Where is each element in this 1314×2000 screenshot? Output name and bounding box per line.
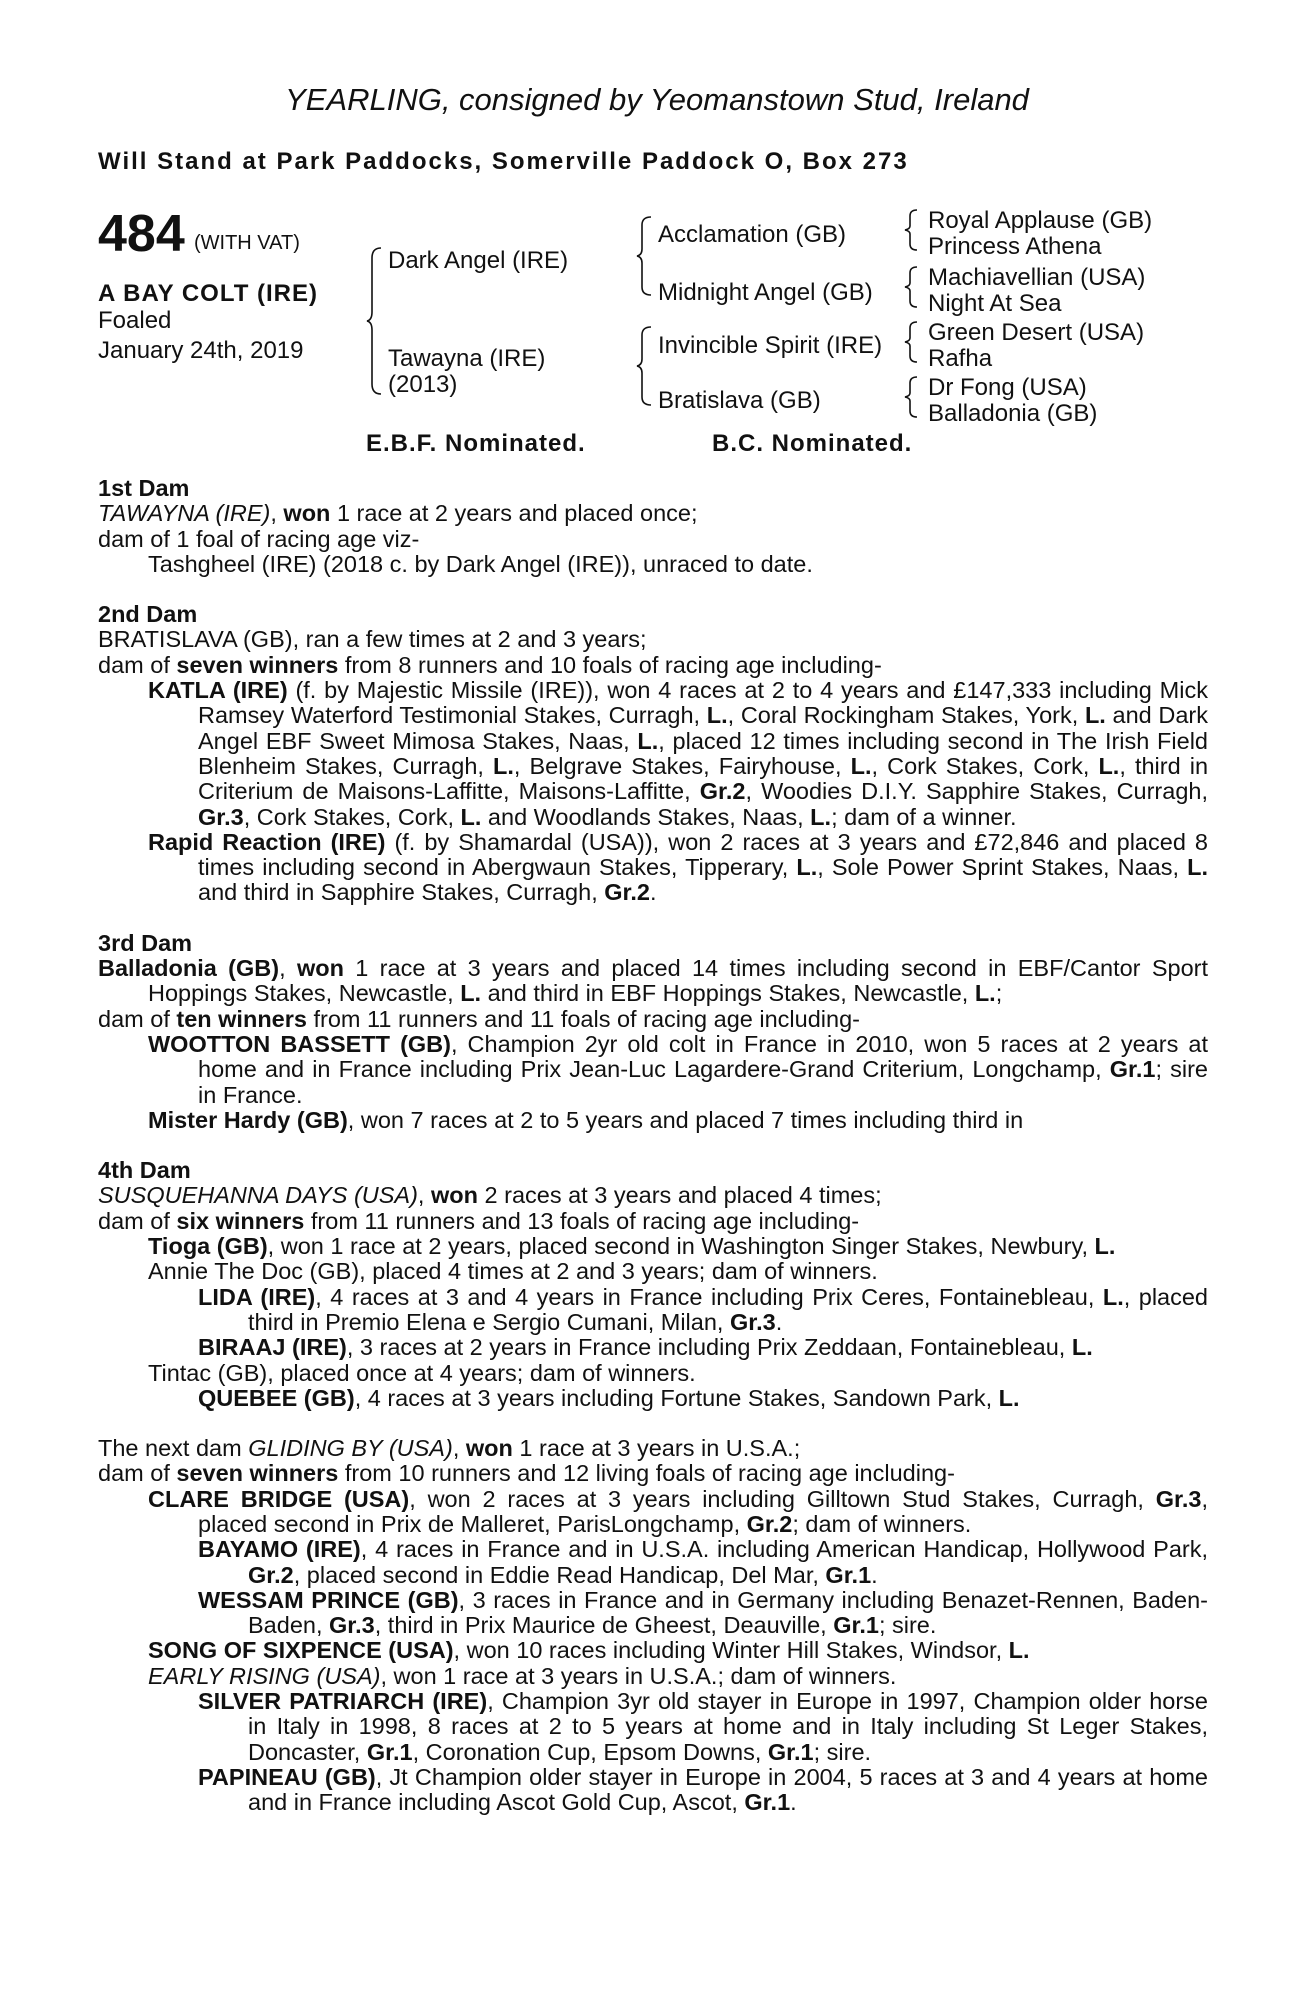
pedigree-g3: Machiavellian (USA) <box>928 264 1146 291</box>
ebf-nominated: E.B.F. Nominated. <box>366 430 586 457</box>
vat-label: (WITH VAT) <box>194 232 300 254</box>
produce-entry: WESSAM PRINCE (GB), 3 races in France and in Germany including Benazet-Rennen, Baden-Baden, Gr.3, third in Prix Maurice de Gheest, Deauville, Gr.1; sire. <box>198 1586 1209 1639</box>
bracket-parents <box>366 246 386 396</box>
pedigree-g4: Night At Sea <box>928 290 1062 317</box>
produce-entry: KATLA (IRE) (f. by Majestic Missile (IRE)), won 4 races at 2 to 4 years and £147,333 including Mick Ramsey Waterford Testimonial Stakes, Curragh, L., Coral Rockingham Stakes, York, L. and Dark Angel EBF Sweet Mimosa Stakes, Naas, L., placed 12 times including second in The Irish Field Blenheim Stakes, Curragh, L., Belgrave Stakes, Fairyhouse, L., Cork Stakes, Cork, L., third in Criterium de Maisons-Laffitte, Maisons-Laffitte, Gr.2, Woodies D.I.Y. Sapphire Stakes, Curragh, Gr.3, Cork Stakes, Cork, L. and Woodlands Stakes, Naas, L.; dam of a winner. <box>148 677 1209 830</box>
pedigree-sire: Dark Angel (IRE) <box>388 247 569 274</box>
produce-entry: WOOTTON BASSETT (GB), Champion 2yr old colt in France in 2010, won 5 races at 2 years at home and in France including Prix Jean-Luc Lagardere-Grand Criterium, Longchamp, Gr.1; sire in France. <box>148 1030 1208 1108</box>
produce-entry: SILVER PATRIARCH (IRE), Champion 3yr old stayer in Europe in 1997, Champion older horse in Italy in 1998, 8 races at 2 to 5 years at home and in Italy including St Leger Stakes, Doncaster, Gr.1, Coronation Cup, Epsom Downs, Gr.1; sire. <box>198 1688 1208 1765</box>
bracket-g1 <box>903 208 921 252</box>
pedigree-g7: Dr Fong (USA) <box>928 374 1087 401</box>
page-title: YEARLING, consigned by Yeomanstown Stud, Ireland <box>285 82 1029 117</box>
produce-entry: QUEBEE (GB), 4 races at 3 years including Fortune Stakes, Sandown Park, L. <box>198 1384 1020 1411</box>
lot-description: A BAY COLT (IRE) <box>98 280 319 307</box>
pedigree-dam-year: (2013) <box>388 371 458 398</box>
pedigree-sire-dam: Midnight Angel (GB) <box>658 279 873 306</box>
foaled-info <box>98 306 304 366</box>
dam-4-produce: dam of six winners from 11 runners and 13 foals of racing age including- <box>98 1207 860 1234</box>
produce-entry: EARLY RISING (USA), won 1 race at 3 years in U.S.A.; dam of winners. <box>148 1662 897 1689</box>
produce-entry: Rapid Reaction (IRE) (f. by Shamardal (USA)), won 2 races at 3 years and £72,846 and placed 8 times including second in Abergwaun Stakes, Tipperary, L., Sole Power Sprint Stakes, Naas, L. and third in Sapphire Stakes, Curragh, Gr.2. <box>148 828 1209 906</box>
catalogue-body <box>98 476 1208 1816</box>
produce-entry: Mister Hardy (GB), won 7 races at 2 to 5 years and placed 7 times including third in <box>148 1106 1024 1133</box>
pedigree-g5: Green Desert (USA) <box>928 319 1145 346</box>
pedigree-g8: Balladonia (GB) <box>928 400 1098 427</box>
pedigree-g2: Princess Athena <box>928 233 1102 260</box>
section-heading-4th-dam: 4th Dam <box>98 1157 191 1184</box>
section-heading-3rd-dam: 3rd Dam <box>98 929 193 956</box>
produce-entry: BIRAAJ (IRE), 3 races at 2 years in France including Prix Zeddaan, Fontainebleau, L. <box>198 1334 1093 1361</box>
bc-nominated: B.C. Nominated. <box>712 430 913 457</box>
section-heading-2nd-dam: 2nd Dam <box>98 601 198 628</box>
section-heading-1st-dam: 1st Dam <box>98 475 190 501</box>
dam-2-record: BRATISLAVA (GB), ran a few times at 2 and 3 years; <box>98 626 647 653</box>
dam-3-produce: dam of ten winners from 11 runners and 11 foals of racing age including- <box>98 1005 860 1032</box>
dam-2-produce: dam of seven winners from 8 runners and 10 foals of racing age including- <box>98 651 882 678</box>
produce-entry: Tintac (GB), placed once at 4 years; dam of winners. <box>148 1359 696 1386</box>
produce-entry: Annie The Doc (GB), placed 4 times at 2 and 3 years; dam of winners. <box>148 1258 878 1285</box>
bracket-g2 <box>903 265 921 309</box>
pedigree-dam-dam: Bratislava (GB) <box>658 387 821 414</box>
next-dam-produce: dam of seven winners from 10 runners and 12 living foals of racing age including- <box>98 1460 955 1487</box>
next-dam-record: The next dam GLIDING BY (USA), won 1 race at 3 years in U.S.A.; <box>98 1435 801 1462</box>
bracket-g3 <box>903 320 921 364</box>
produce-entry: BAYAMO (IRE), 4 races in France and in U.S.A. including American Handicap, Hollywood Park, Gr.2, placed second in Eddie Read Handicap, Del Mar, Gr.1. <box>198 1536 1208 1588</box>
produce-entry: CLARE BRIDGE (USA), won 2 races at 3 years including Gilltown Stud Stakes, Curragh, Gr.3, placed second in Prix de Malleret, ParisLongchamp, Gr.2; dam of winners. <box>148 1485 1208 1537</box>
lot-number: 484 <box>98 205 185 263</box>
pedigree-g6: Rafha <box>928 345 993 372</box>
pedigree-sire-sire: Acclamation (GB) <box>658 221 847 248</box>
foaled-date: January 24th, 2019 <box>98 337 304 364</box>
stand-location: Will Stand at Park Paddocks, Somerville Paddock O, Box 273 <box>98 148 909 175</box>
produce-entry: LIDA (IRE), 4 races at 3 and 4 years in France including Prix Ceres, Fontainebleau, L., placed third in Premio Elena e Sergio Cumani, Milan, Gr.3. <box>198 1283 1208 1335</box>
foaled-label: Foaled <box>98 307 172 334</box>
dam-4-record: SUSQUEHANNA DAYS (USA), won 2 races at 3 years and placed 4 times; <box>98 1182 882 1209</box>
pedigree-dam-sire: Invincible Spirit (IRE) <box>658 332 883 359</box>
produce-entry: SONG OF SIXPENCE (USA), won 10 races including Winter Hill Stakes, Windsor, L. <box>148 1637 1030 1664</box>
dam-1-produce: dam of 1 foal of racing age viz- <box>98 525 420 552</box>
pedigree-dam: Tawayna (IRE) <box>388 345 546 372</box>
bracket-sire <box>636 215 656 297</box>
bracket-dam <box>636 325 656 407</box>
produce-entry: Tashgheel (IRE) (2018 c. by Dark Angel (IRE)), unraced to date. <box>148 550 813 577</box>
dam-1-record: TAWAYNA (IRE), won 1 race at 2 years and placed once; <box>98 500 698 527</box>
pedigree-g1: Royal Applause (GB) <box>928 207 1153 234</box>
produce-entry: PAPINEAU (GB), Jt Champion older stayer in Europe in 2004, 5 races at 3 and 4 years at home and in France including Ascot Gold Cup, Ascot, Gr.1. <box>198 1763 1208 1816</box>
bracket-g4 <box>903 375 921 419</box>
produce-entry: Tioga (GB), won 1 race at 2 years, placed second in Washington Singer Stakes, Newbury, L. <box>148 1233 1116 1260</box>
dam-3-record: Balladonia (GB), won 1 race at 3 years and placed 14 times including second in EBF/Cantor Sport Hoppings Stakes, Newcastle, L. and third in EBF Hoppings Stakes, Newcastle, L.; <box>98 955 1209 1007</box>
